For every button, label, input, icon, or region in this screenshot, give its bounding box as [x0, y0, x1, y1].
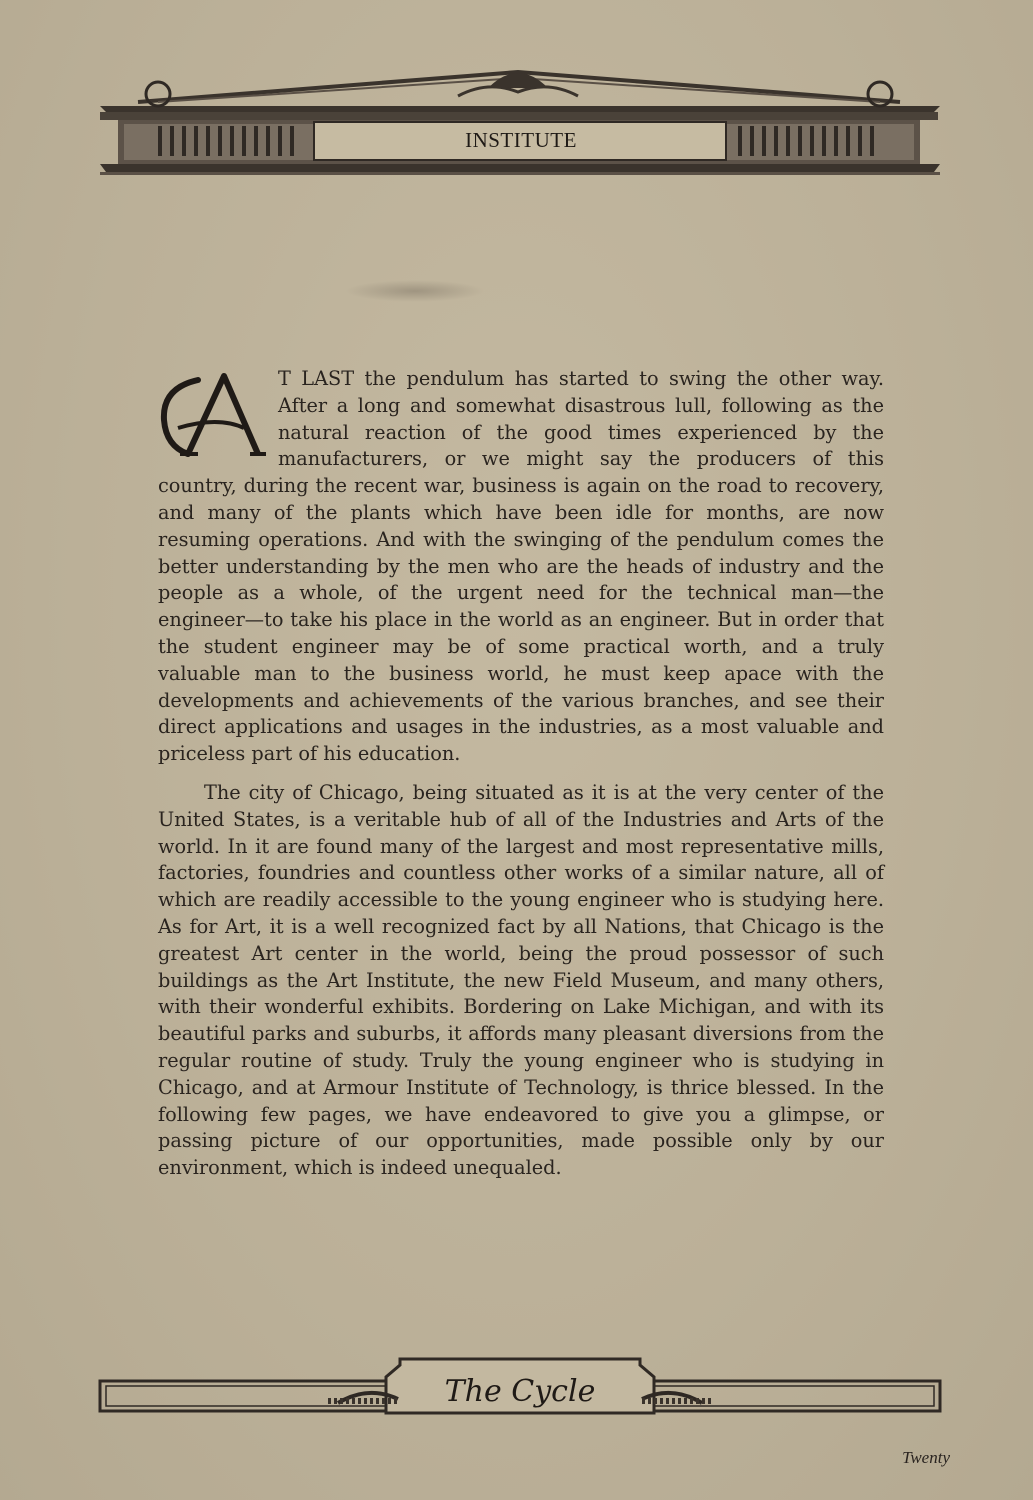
header-ornament	[98, 58, 940, 178]
section-title: INSTITUTE	[465, 128, 577, 152]
drop-cap-letter	[158, 370, 270, 470]
page-number: Twenty	[902, 1448, 950, 1467]
paragraph-1-text: T LAST the pendulum has started to swing the other way. After a long and somewhat disastrous lull, following as the natural reaction of the good times experienced by the manufacturers, or we might say the producers of this country, during the recent war, business is again on the road to recovery, and many of the plants which have been idle for months, are now resuming operations. And with the swinging of the pendulum comes the better understanding by the men who are the heads of industry and the people as a whole, of the urgent need for the technical man—the engineer—to take his place in the world as an engineer. But in order that the student engineer may be of some practical worth, and a truly valuable man to the business world, he must keep apace with the developments and achievements of the various branches, and see their direct applications and usages in the industries, as a most valuable and priceless part of his education.	[158, 367, 884, 766]
paper-smudge	[345, 280, 485, 302]
article-body	[158, 366, 884, 1182]
paragraph-2: The city of Chicago, being situated as it is at the very center of the United States, is a veritable hub of all of the Industries and Arts of the world. In it are found many of the largest and most representative mills, factories, foundries and countless other works of a similar nature, all of which are readily accessible to the young engineer who is studying here. As for Art, it is a well recognized fact by all Nations, that Chicago is the greatest Art center in the world, being the proud possessor of such buildings as the Art Institute, the new Field Museum, and many others, with their wonderful exhibits. Bordering on Lake Michigan, and with its beautiful parks and suburbs, it affords many pleasant diversions from the regular routine of study. Truly the young engineer who is studying in Chicago, and at Armour Institute of Technology, is thrice blessed. In the following few pages, we have endeavored to give you a glimpse, or passing picture of our opportunities, made possible only by our environment, which is indeed unequaled.	[158, 780, 884, 1180]
publication-title: The Cycle	[444, 1374, 596, 1409]
paragraph-1	[158, 366, 884, 768]
